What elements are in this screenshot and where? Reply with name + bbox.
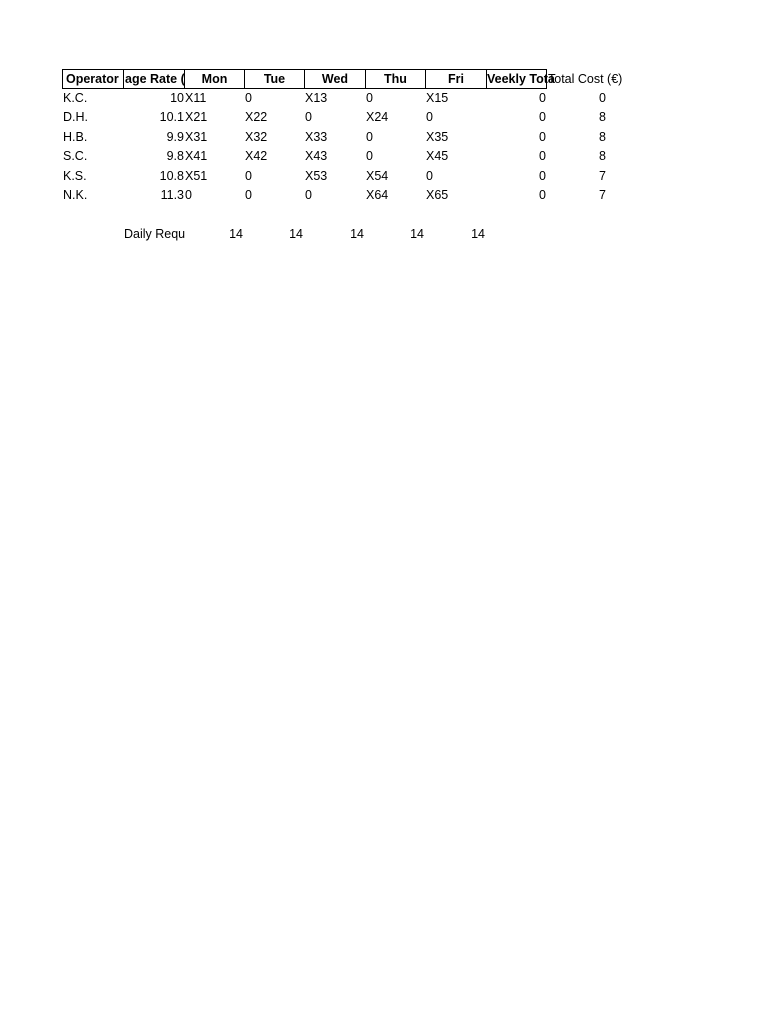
cell-weekly-total[interactable]: 0 [539,110,546,124]
header-total-cost[interactable]: Total Cost (€) [548,72,623,86]
cell-thu[interactable]: X64 [366,188,389,202]
cell-mon[interactable]: X31 [185,130,208,144]
cell-wage-rate[interactable]: 9.9 [166,130,184,144]
cell-fri[interactable]: 0 [426,169,433,183]
cell-wed[interactable]: X13 [305,91,328,105]
cell-mon[interactable]: X41 [185,149,208,163]
daily-requirement-wed[interactable]: 14 [350,227,364,241]
header-mon[interactable]: Mon [184,69,245,89]
cell-operator[interactable]: D.H. [63,110,88,124]
cell-tue[interactable]: 0 [245,188,252,202]
cell-total-cost[interactable]: 8 [599,149,606,163]
cell-tue[interactable]: X22 [245,110,268,124]
cell-wage-rate[interactable]: 11.3 [160,188,184,202]
cell-wage-rate[interactable]: 10.1 [159,110,184,124]
header-wage-rate[interactable]: age Rate ( [123,69,185,89]
cell-tue[interactable]: 0 [245,91,252,105]
cell-weekly-total[interactable]: 0 [539,169,546,183]
cell-weekly-total[interactable]: 0 [539,91,546,105]
cell-wage-rate[interactable]: 10 [170,91,184,105]
cell-total-cost[interactable]: 0 [599,91,606,105]
cell-operator[interactable]: H.B. [63,130,88,144]
cell-wed[interactable]: X33 [305,130,328,144]
cell-wage-rate[interactable]: 9.8 [166,149,184,163]
header-operator[interactable]: Operator [62,69,124,89]
header-thu[interactable]: Thu [365,69,426,89]
cell-wed[interactable]: 0 [305,188,312,202]
cell-fri[interactable]: X15 [426,91,449,105]
cell-mon[interactable]: X21 [185,110,208,124]
daily-requirement-fri[interactable]: 14 [471,227,485,241]
cell-mon[interactable]: X51 [185,169,208,183]
cell-total-cost[interactable]: 8 [599,130,606,144]
cell-mon[interactable]: X11 [185,91,207,105]
daily-requirement-label[interactable]: Daily Requ [124,227,186,241]
cell-operator[interactable]: K.C. [63,91,88,105]
cell-fri[interactable]: X45 [426,149,449,163]
cell-tue[interactable]: X42 [245,149,268,163]
cell-thu[interactable]: 0 [366,149,373,163]
cell-weekly-total[interactable]: 0 [539,130,546,144]
cell-fri[interactable]: 0 [426,110,433,124]
cell-total-cost[interactable]: 8 [599,110,606,124]
cell-wed[interactable]: X53 [305,169,328,183]
header-weekly-total[interactable]: Veekly Tota [486,69,547,89]
cell-wed[interactable]: X43 [305,149,328,163]
cell-thu[interactable]: 0 [366,130,373,144]
cell-thu[interactable]: X54 [366,169,389,183]
cell-wed[interactable]: 0 [305,110,312,124]
cell-tue[interactable]: X32 [245,130,268,144]
cell-operator[interactable]: K.S. [63,169,87,183]
cell-operator[interactable]: N.K. [63,188,88,202]
cell-weekly-total[interactable]: 0 [539,188,546,202]
daily-requirement-thu[interactable]: 14 [410,227,424,241]
cell-tue[interactable]: 0 [245,169,252,183]
cell-fri[interactable]: X65 [426,188,449,202]
header-tue[interactable]: Tue [244,69,305,89]
cell-operator[interactable]: S.C. [63,149,88,163]
daily-requirement-mon[interactable]: 14 [229,227,243,241]
daily-requirement-tue[interactable]: 14 [289,227,303,241]
cell-weekly-total[interactable]: 0 [539,149,546,163]
cell-thu[interactable]: 0 [366,91,373,105]
header-wed[interactable]: Wed [304,69,366,89]
header-fri[interactable]: Fri [425,69,487,89]
cell-total-cost[interactable]: 7 [599,169,606,183]
cell-total-cost[interactable]: 7 [599,188,606,202]
cell-mon[interactable]: 0 [185,188,192,202]
cell-fri[interactable]: X35 [426,130,449,144]
cell-thu[interactable]: X24 [366,110,389,124]
cell-wage-rate[interactable]: 10.8 [159,169,184,183]
